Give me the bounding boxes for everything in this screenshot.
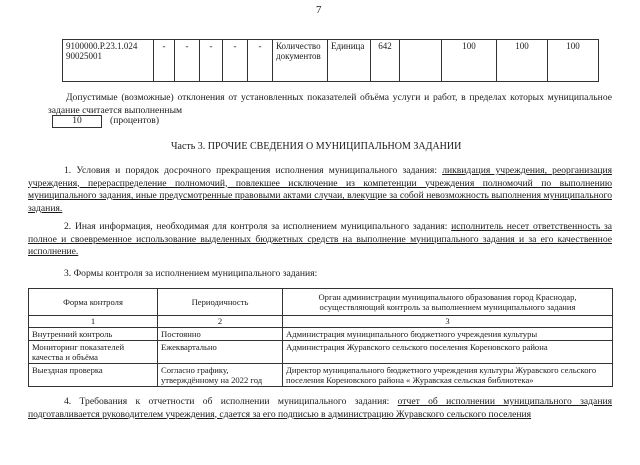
item-3: 3. Формы контроля за исполнением муниципального задания: xyxy=(64,268,318,279)
header-cell: Форма контроля xyxy=(29,289,158,316)
item-2-underlined: исполнитель несет ответственность за полное и своевременное использование выделенных бюджетных средств на выполнение муниципального задания и за его качественное исполнение. xyxy=(28,221,612,257)
table-cell: Ежеквартально xyxy=(158,341,283,364)
number-cell: 2 xyxy=(158,316,283,328)
page-number: 7 xyxy=(316,4,322,16)
table-cell: 642 xyxy=(371,40,400,82)
deviation-unit: (процентов) xyxy=(110,115,160,126)
table-header-row xyxy=(29,289,613,316)
table-cell: - xyxy=(175,40,200,82)
deviation-text: Допустимые (возможные) отклонения от установленных показателей объёма услуги и работ, в пределах которых муниципальное задание считается выполненным xyxy=(48,92,612,116)
table-row xyxy=(29,328,613,341)
number-cell: 1 xyxy=(29,316,158,328)
control-table xyxy=(28,288,613,387)
table-cell: 100 xyxy=(497,40,548,82)
item-1-lead: 1. Условия и порядок досрочного прекращения исполнения муниципального задания: xyxy=(64,165,443,176)
table-cell: 9100000.Р.23.1.024 90025001 xyxy=(63,40,154,82)
item-1-underlined: ликвидация учреждения, реорганизация учреждения, перераспределение полномочий, повлекшее исключение из компетенции учреждения полномочий по выполнению муниципального задания, иные предусмотренные правовыми актами случаи, влекущие за собой невозможность выполнения муниципального задания. xyxy=(28,165,613,214)
table-cell: Администрация Журавского сельского поселения Кореновского района xyxy=(283,341,613,364)
table-row xyxy=(29,341,613,364)
table-cell: Администрация муниципального бюджетного учреждения культуры xyxy=(283,328,613,341)
table-number-row xyxy=(29,316,613,328)
table-row xyxy=(63,40,599,82)
indicator-table xyxy=(62,39,599,82)
table-cell xyxy=(400,40,442,82)
item-4-underlined: отчет об исполнении муниципального задания подготавливается руководителем учреждения, сдается за его подписью в администрацию Журавского сельского поселения xyxy=(28,396,612,420)
table-cell: Директор муниципального бюджетного учреждения культуры Журавского сельского поселения Кореновского района « Журавская сельская библиотека» xyxy=(283,364,613,387)
table-cell: 100 xyxy=(548,40,599,82)
part-title: Часть 3. ПРОЧИЕ СВЕДЕНИЯ О МУНИЦИПАЛЬНОМ ЗАДАНИИ xyxy=(171,141,462,152)
header-cell: Периодичность xyxy=(158,289,283,316)
table-cell: - xyxy=(200,40,223,82)
table-cell: 100 xyxy=(442,40,497,82)
item-1 xyxy=(28,165,612,215)
table-row xyxy=(29,364,613,387)
table-cell: Мониторинг показателей качества и объёма xyxy=(29,341,158,364)
table-cell: Внутренний контроль xyxy=(29,328,158,341)
table-cell: Выездная проверка xyxy=(29,364,158,387)
deviation-value: 10 xyxy=(52,115,102,128)
table-cell: - xyxy=(154,40,175,82)
item-4-lead: 4. Требования к отчетности об исполнении муниципального задания: xyxy=(64,396,398,407)
item-4 xyxy=(28,396,612,421)
item-2-lead: 2. Иная информация, необходимая для контроля за исполнением муниципального задания: xyxy=(64,221,452,232)
table-cell: Количество документов xyxy=(273,40,328,82)
table-cell: Согласно графику, утверждённому на 2022 год xyxy=(158,364,283,387)
table-cell: - xyxy=(223,40,248,82)
table-cell: Постоянно xyxy=(158,328,283,341)
table-cell: - xyxy=(248,40,273,82)
header-cell: Орган администрации муниципального образования город Краснодар, осуществляющий контроль за выполнением муниципального задания xyxy=(283,289,613,316)
item-2 xyxy=(28,221,612,259)
number-cell: 3 xyxy=(283,316,613,328)
table-cell: Единица xyxy=(328,40,371,82)
